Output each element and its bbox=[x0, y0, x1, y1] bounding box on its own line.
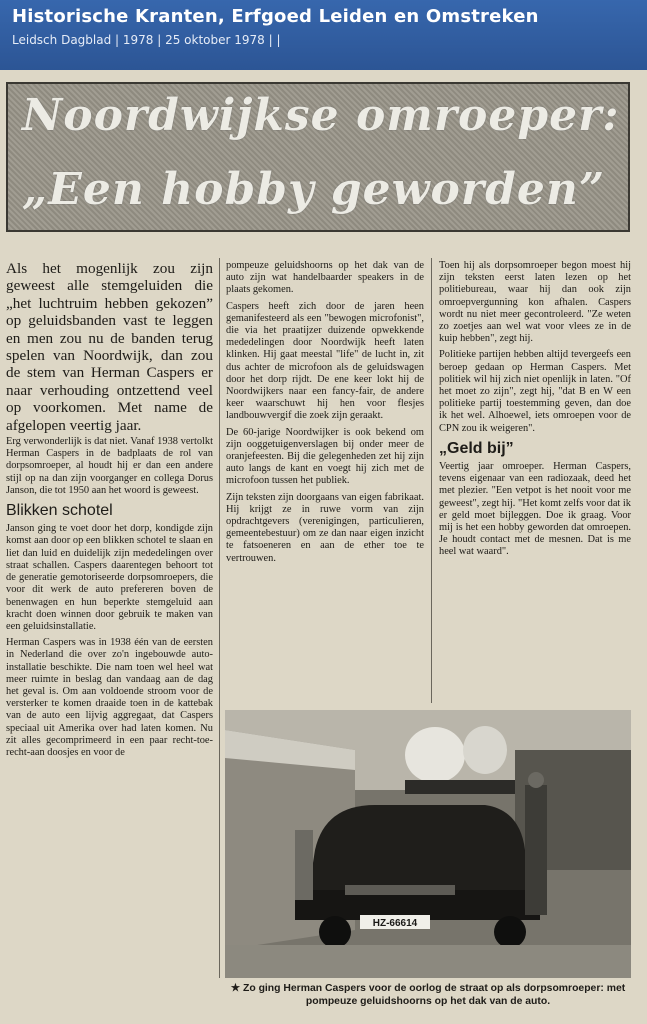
site-header bbox=[0, 0, 647, 70]
paragraph: pompeuze geluidshoorns op het dak van de auto zijn wat handelbaarder speakers in de plaats gekomen. bbox=[226, 260, 424, 296]
headline-box bbox=[6, 82, 630, 232]
article-photo bbox=[225, 710, 631, 978]
subheading-geld-bij: „Geld bij” bbox=[439, 439, 514, 457]
paragraph: De 60-jarige Noordwijker is ook bekend om zijn ooggetuigenverslagen bij onder meer de oranjefeesten. Bij die gelegenheden zet hij zijn auto langs de kant en voegt hij zich met de microfoon tussen het publiek. bbox=[226, 426, 424, 487]
site-title[interactable]: Historische Kranten, Erfgoed Leiden en Omstreken bbox=[12, 6, 539, 27]
paragraph: Herman Caspers was in 1938 één van de eersten in Nederland die over zo'n ingebouwde auto-installatie beschikte. Die nam toen wel heel wat meer ruimte in beslag dan vandaag aan de dag het geval is. Om aan voldoende stroom voor de versterker te komen draaide toen in de kattebak van de auto een lijvig aggregaat, dat Caspers speciaal uit Amerika over had laten komen. Nu zit alles gecomprimeerd in een paar recht-toe-recht-aan doosjes en voor de bbox=[6, 637, 213, 758]
headline-line-2: „Een hobby geworden” bbox=[22, 164, 606, 215]
column-divider bbox=[431, 258, 432, 703]
license-plate: HZ-66614 bbox=[372, 918, 418, 929]
lead-paragraph: Als het mogenlijk zou zijn geweest alle stemgeluiden die „het luchtruim hebben gekozen” op geluidsbanden vast te leggen en men zou nu de banden terug spelen van Noordwijk, dan zou de stem van Herman Caspers er naar verhouding ontzettend veel op voorkomen. Met name de afgelopen veertig jaar. bbox=[6, 260, 213, 434]
paragraph: Erg verwonderlijk is dat niet. Vanaf 1938 vertolkt Herman Caspers in de badplaats de rol van dorpsomroeper, al houdt hij er dan een andere stijl op na dan zijn voorganger en collega Dorus Janson, die tot 1950 aan het woord is geweest. bbox=[6, 436, 213, 496]
paragraph: Veertig jaar omroeper. Herman Caspers, tevens eigenaar van een radiozaak, deed het met plezier. "Een vetpot is het nooit voor me geweest", zegt hij. "Het komt zelfs voor dat ik er geld moet bijleggen. Doe ik graag. Voor mij is het een hobby geworden dat omroepen. Je houdt contact met de mesnen. Dat is me heel wat waard". bbox=[439, 461, 631, 558]
photo-caption: ★ Zo ging Herman Caspers voor de oorlog de straat op als dorpsomroeper: met pompeuze geluidshoorns op het dak van de auto. bbox=[230, 983, 626, 1007]
column-3 bbox=[439, 260, 631, 563]
paragraph: Zijn teksten zijn doorgaans van eigen fabrikaat. Hij krijgt ze in ruwe vorm van zijn opdrachtgevers (verenigingen, particulieren, gemeentebestuur) om ze dan naar eigen inzicht te fatsoeneren en aan de ether toe te vertrouwen. bbox=[226, 491, 424, 564]
paragraph: Toen hij als dorpsomroeper begon moest hij zijn teksten eerst laten lezen op het politiebureau, waar hij dan ook zijn omroepvergunning kon afhalen. Caspers wordt nu niet meer gecontroleerd. "Ze weten zo zoetjes aan wel wat voor vlees ze in de kuip hebben", zegt hij. bbox=[439, 260, 631, 345]
paragraph: Janson ging te voet door het dorp, kondigde zijn komst aan door op een blikken schotel te slaan en liet dan luid en duidelijk zijn mededelingen over straat schallen. Caspers daarentegen behoort tot de generatie gemotoriseerde dorpsomroepers, die voor dit werk de auto prefereren boven de benenwagen en hun beperkte stemgeluid aan kracht doen winnen door gebruik te maken van een geluidsinstallatie. bbox=[6, 523, 213, 632]
newspaper-clipping bbox=[0, 70, 647, 1024]
photo-car-with-loudspeakers bbox=[225, 710, 631, 978]
paragraph: Politieke partijen hebben altijd tevergeefs een beroep gedaan op Herman Caspers. Met politiek wil hij zich niet openlijk in laten. "Of het moet zo zijn", zegt hij, "dat B en W een politieke partij toestemming geven, dan doe ik het wel. Alhoewel, iets omroepen voor de CPN zou ik weigeren". bbox=[439, 349, 631, 434]
subheading-blikken-schotel: Blikken schotel bbox=[6, 502, 113, 520]
column-divider bbox=[219, 258, 220, 978]
headline-line-1: Noordwijkse omroeper: bbox=[22, 90, 620, 141]
breadcrumb[interactable]: Leidsch Dagblad | 1978 | 25 oktober 1978 | | bbox=[12, 33, 281, 47]
column-1 bbox=[6, 260, 213, 763]
paragraph: Caspers heeft zich door de jaren heen gemanifesteerd als een "bewogen microfonist", die via het praatijzer duizende opwekkende mededelingen door Noordwijk heeft laten klinken. Hij gaat meestal "life" de lucht in, zit dus achter de microfoon als de geluidswagen door het dorp rijdt. De ene keer lokt hij de Noordwijkers naar een fancy-fair, de andere keer waarschuwt hij hen voor flesjes landbouwvergif die zoek zijn geraakt. bbox=[226, 300, 424, 422]
column-2 bbox=[226, 260, 424, 569]
